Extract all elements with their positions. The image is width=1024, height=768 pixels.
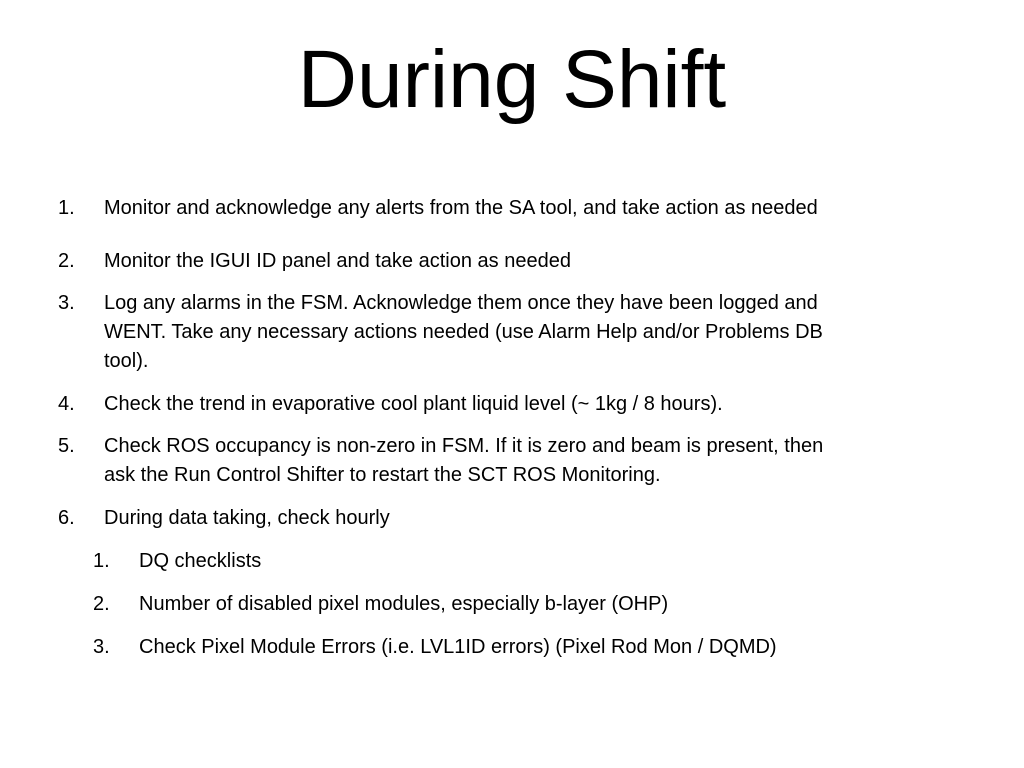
list-item-text: During data taking, check hourly — [104, 507, 390, 529]
list-item-text: Log any alarms in the FSM. Acknowledge them once they have been logged and — [104, 292, 818, 314]
list-item — [58, 504, 998, 533]
list-item — [58, 289, 998, 376]
list-item — [58, 194, 998, 223]
list-item-text: Check the trend in evaporative cool plant liquid level (~ 1kg / 8 hours). — [104, 393, 723, 415]
list-item — [58, 390, 998, 419]
sub-list-item-number: 3. — [93, 636, 110, 658]
list-item-text: ask the Run Control Shifter to restart the SCT ROS Monitoring. — [104, 464, 661, 486]
list-item-number: 4. — [58, 393, 75, 415]
slide-title: During Shift — [297, 34, 727, 125]
sub-list-item-number: 2. — [93, 593, 110, 615]
list-item-number: 3. — [58, 292, 75, 314]
sub-list-item — [93, 633, 993, 662]
sub-list-item-text: Number of disabled pixel modules, especially b-layer (OHP) — [139, 593, 669, 615]
sub-list-item — [93, 547, 993, 576]
sub-list-item-text: Check Pixel Module Errors (i.e. LVL1ID errors) (Pixel Rod Mon / DQMD) — [139, 636, 777, 658]
list-item-number: 5. — [58, 435, 75, 457]
list-item-number: 1. — [58, 197, 75, 219]
list-item-number: 2. — [58, 250, 75, 272]
sub-list-item-number: 1. — [93, 550, 110, 572]
list-item-text: tool). — [104, 350, 149, 372]
list-item-text: WENT. Take any necessary actions needed (use Alarm Help and/or Problems DB — [104, 321, 823, 343]
list-item-text: Monitor and acknowledge any alerts from the SA tool, and take action as needed — [104, 197, 818, 219]
sub-list-item — [93, 590, 993, 619]
list-item-text: Check ROS occupancy is non-zero in FSM. If it is zero and beam is present, then — [104, 435, 824, 457]
sub-list-item-text: DQ checklists — [139, 550, 262, 572]
list-item-number: 6. — [58, 507, 75, 529]
list-item — [58, 432, 998, 490]
list-item-text: Monitor the IGUI ID panel and take action as needed — [104, 250, 571, 272]
list-item — [58, 247, 998, 276]
